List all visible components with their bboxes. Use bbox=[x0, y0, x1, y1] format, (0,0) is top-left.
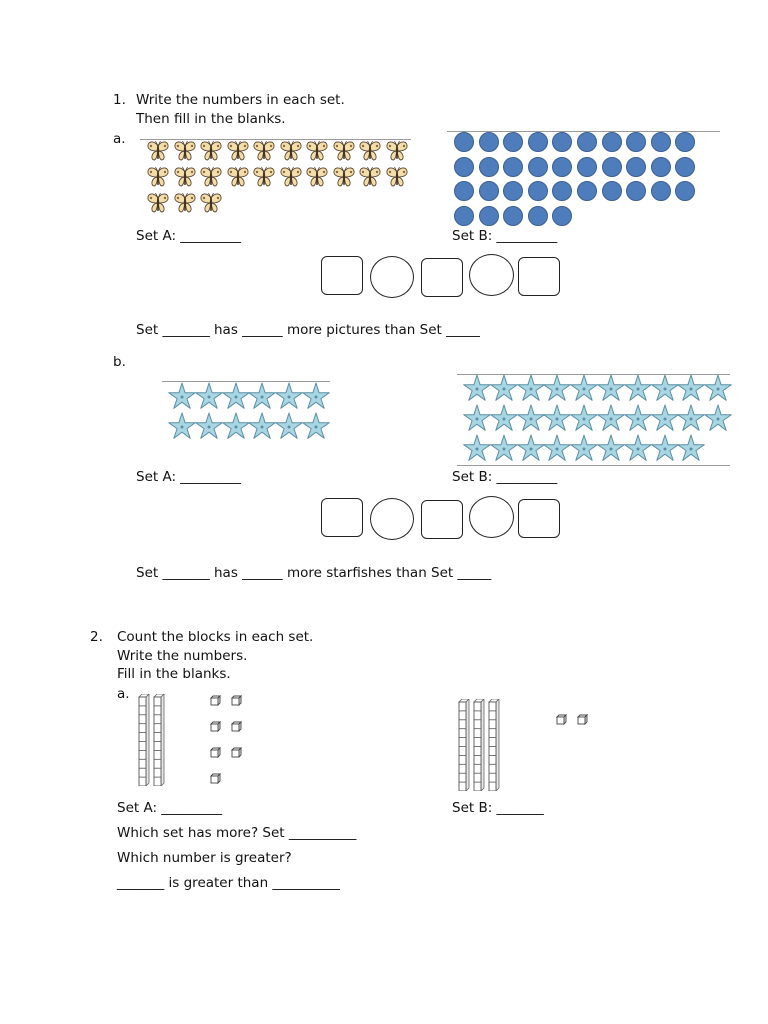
starfish-icon bbox=[569, 374, 599, 408]
blue-circle-icon bbox=[626, 132, 646, 152]
q2a-set-b-blank[interactable]: Set B: _______ bbox=[452, 800, 544, 816]
compare-circle-1[interactable] bbox=[370, 498, 414, 540]
q1-instruction-1: Write the numbers in each set. bbox=[136, 92, 345, 108]
starfish-icon bbox=[167, 382, 197, 416]
blue-circle-icon bbox=[528, 181, 548, 201]
compare-box-1[interactable] bbox=[321, 256, 363, 295]
blue-circle-icon bbox=[528, 206, 548, 226]
blue-circle-icon bbox=[577, 132, 597, 152]
compare-circle-2[interactable] bbox=[469, 254, 514, 296]
starfish-icon bbox=[703, 404, 733, 438]
blue-circle-icon bbox=[552, 206, 572, 226]
compare-box-3[interactable] bbox=[518, 499, 560, 538]
starfish-icon bbox=[247, 382, 277, 416]
starfish-icon bbox=[542, 404, 572, 438]
compare-box-3[interactable] bbox=[518, 257, 560, 296]
butterfly-icon bbox=[146, 192, 170, 218]
starfish-icon bbox=[542, 374, 572, 408]
ten-rod-icon bbox=[153, 694, 165, 790]
q1a-label: a. bbox=[113, 131, 126, 147]
blue-circle-icon bbox=[552, 132, 572, 152]
blue-circle-icon bbox=[479, 132, 499, 152]
q1b-set-b-blank[interactable]: Set B: _________ bbox=[452, 469, 558, 485]
butterfly-icon bbox=[305, 140, 329, 166]
compare-box-2[interactable] bbox=[421, 258, 463, 297]
butterfly-icon bbox=[358, 166, 382, 192]
q2a-set-a-blank[interactable]: Set A: _________ bbox=[117, 800, 223, 816]
starfish-icon bbox=[274, 382, 304, 416]
unit-cube-icon bbox=[231, 694, 242, 710]
starfish-icon bbox=[569, 434, 599, 468]
butterfly-icon bbox=[146, 140, 170, 166]
blue-circle-icon bbox=[577, 181, 597, 201]
starfish-icon bbox=[462, 374, 492, 408]
butterfly-icon bbox=[332, 140, 356, 166]
starfish-icon bbox=[462, 434, 492, 468]
unit-cube-icon bbox=[577, 713, 588, 729]
butterfly-icon bbox=[305, 166, 329, 192]
starfish-icon bbox=[623, 374, 653, 408]
blue-circle-icon bbox=[503, 132, 523, 152]
blue-circle-icon bbox=[675, 157, 695, 177]
starfish-icon bbox=[676, 434, 706, 468]
blue-circle-icon bbox=[454, 157, 474, 177]
blue-circle-icon bbox=[626, 181, 646, 201]
starfish-icon bbox=[247, 412, 277, 446]
blue-circle-icon bbox=[528, 132, 548, 152]
starfish-icon bbox=[274, 412, 304, 446]
starfish-icon bbox=[676, 374, 706, 408]
q2a-greater-than[interactable]: _______ is greater than __________ bbox=[117, 875, 340, 891]
unit-cube-icon bbox=[231, 720, 242, 736]
butterfly-icon bbox=[173, 192, 197, 218]
blue-circle-icon bbox=[602, 132, 622, 152]
starfish-icon bbox=[650, 374, 680, 408]
butterfly-icon bbox=[385, 166, 409, 192]
q1a-set-a-blank[interactable]: Set A: _________ bbox=[136, 228, 242, 244]
blue-circle-icon bbox=[503, 157, 523, 177]
butterfly-icon bbox=[173, 166, 197, 192]
q1-number: 1. bbox=[113, 92, 126, 108]
butterfly-icon bbox=[199, 192, 223, 218]
starfish-icon bbox=[650, 434, 680, 468]
unit-cube-icon bbox=[210, 694, 221, 710]
blue-circle-icon bbox=[651, 181, 671, 201]
blue-circle-icon bbox=[626, 157, 646, 177]
q1b-set-a-blank[interactable]: Set A: _________ bbox=[136, 469, 242, 485]
q1a-sentence[interactable]: Set _______ has ______ more pictures than Set _____ bbox=[136, 322, 480, 338]
starfish-icon bbox=[167, 412, 197, 446]
blue-circle-icon bbox=[479, 206, 499, 226]
starfish-icon bbox=[596, 434, 626, 468]
starfish-icon bbox=[489, 404, 519, 438]
blue-circle-icon bbox=[503, 181, 523, 201]
starfish-icon bbox=[623, 434, 653, 468]
blue-circle-icon bbox=[454, 181, 474, 201]
q1a-set-b-blank[interactable]: Set B: _________ bbox=[452, 228, 558, 244]
starfish-icon bbox=[301, 382, 331, 416]
blue-circle-icon bbox=[552, 181, 572, 201]
blue-circle-icon bbox=[577, 157, 597, 177]
starfish-icon bbox=[516, 434, 546, 468]
butterfly-icon bbox=[332, 166, 356, 192]
q2a-which-more[interactable]: Which set has more? Set __________ bbox=[117, 825, 357, 841]
q2-number: 2. bbox=[90, 629, 103, 645]
butterfly-icon bbox=[385, 140, 409, 166]
blue-circle-icon bbox=[651, 157, 671, 177]
butterfly-icon bbox=[226, 166, 250, 192]
blue-circle-icon bbox=[552, 157, 572, 177]
starfish-icon bbox=[676, 404, 706, 438]
compare-circle-1[interactable] bbox=[370, 256, 414, 298]
starfish-icon bbox=[703, 374, 733, 408]
butterfly-icon bbox=[252, 140, 276, 166]
blue-circle-icon bbox=[675, 181, 695, 201]
blue-circle-icon bbox=[479, 157, 499, 177]
blue-circle-icon bbox=[454, 206, 474, 226]
ten-rod-icon bbox=[488, 699, 500, 795]
blue-circle-icon bbox=[454, 132, 474, 152]
starfish-icon bbox=[462, 404, 492, 438]
q1-instruction-2: Then fill in the blanks. bbox=[136, 111, 286, 127]
compare-circle-2[interactable] bbox=[469, 496, 514, 538]
starfish-icon bbox=[596, 374, 626, 408]
butterfly-icon bbox=[146, 166, 170, 192]
q2-instruction-1: Count the blocks in each set. bbox=[117, 629, 314, 645]
butterfly-icon bbox=[279, 140, 303, 166]
q1b-label: b. bbox=[113, 354, 126, 370]
q1b-sentence[interactable]: Set _______ has ______ more starfishes than Set _____ bbox=[136, 565, 492, 581]
blue-circle-icon bbox=[503, 206, 523, 226]
compare-box-2[interactable] bbox=[421, 500, 463, 539]
q2a-label: a. bbox=[117, 686, 130, 702]
q2a-which-greater: Which number is greater? bbox=[117, 850, 292, 866]
blue-circle-icon bbox=[602, 157, 622, 177]
butterfly-icon bbox=[279, 166, 303, 192]
unit-cube-icon bbox=[231, 746, 242, 762]
starfish-icon bbox=[623, 404, 653, 438]
butterfly-icon bbox=[226, 140, 250, 166]
starfish-icon bbox=[596, 404, 626, 438]
butterfly-icon bbox=[252, 166, 276, 192]
starfish-icon bbox=[221, 412, 251, 446]
starfish-icon bbox=[194, 382, 224, 416]
blue-circle-icon bbox=[602, 181, 622, 201]
compare-box-1[interactable] bbox=[321, 498, 363, 537]
q2-instruction-2: Write the numbers. bbox=[117, 648, 248, 664]
butterfly-icon bbox=[173, 140, 197, 166]
starfish-icon bbox=[194, 412, 224, 446]
blue-circle-icon bbox=[675, 132, 695, 152]
blue-circle-icon bbox=[528, 157, 548, 177]
starfish-icon bbox=[516, 374, 546, 408]
unit-cube-icon bbox=[210, 746, 221, 762]
starfish-icon bbox=[301, 412, 331, 446]
ten-rod-icon bbox=[458, 699, 470, 795]
blue-circle-icon bbox=[479, 181, 499, 201]
unit-cube-icon bbox=[556, 713, 567, 729]
starfish-icon bbox=[569, 404, 599, 438]
butterfly-icon bbox=[199, 166, 223, 192]
starfish-icon bbox=[489, 434, 519, 468]
unit-cube-icon bbox=[210, 720, 221, 736]
starfish-icon bbox=[489, 374, 519, 408]
starfish-icon bbox=[650, 404, 680, 438]
unit-cube-icon bbox=[210, 772, 221, 788]
starfish-icon bbox=[542, 434, 572, 468]
blue-circle-icon bbox=[651, 132, 671, 152]
ten-rod-icon bbox=[138, 694, 150, 790]
starfish-icon bbox=[221, 382, 251, 416]
ten-rod-icon bbox=[473, 699, 485, 795]
butterfly-icon bbox=[199, 140, 223, 166]
butterfly-icon bbox=[358, 140, 382, 166]
q2-instruction-3: Fill in the blanks. bbox=[117, 666, 231, 682]
starfish-icon bbox=[516, 404, 546, 438]
